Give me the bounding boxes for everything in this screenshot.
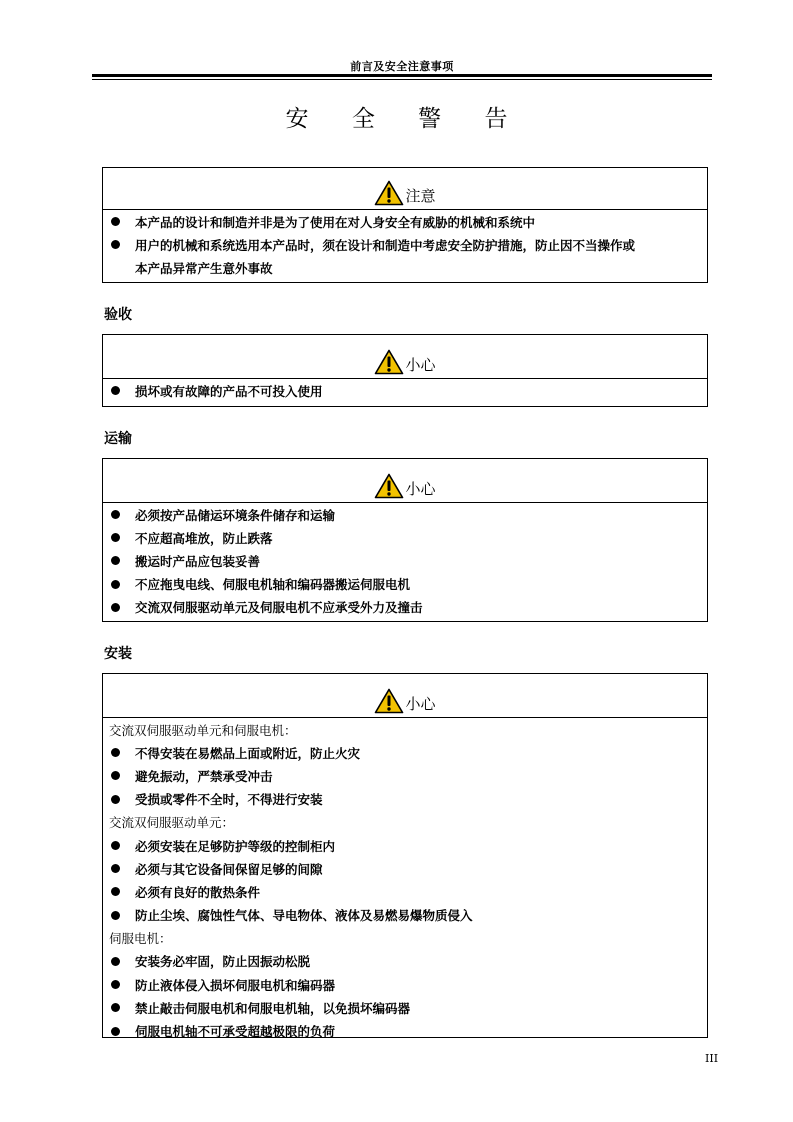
list-item-continuation: 本产品异常产生意外事故 xyxy=(135,260,273,276)
caution-label: 小心 xyxy=(405,695,436,713)
list-item: 防止液体侵入损坏伺服电机和编码器 xyxy=(103,973,707,996)
list-item: 必须安装在足够防护等级的控制柜内 xyxy=(103,834,707,857)
group-title: 交流双伺服驱动单元： xyxy=(109,815,235,831)
caution-label: 小心 xyxy=(405,356,436,374)
bullet-icon xyxy=(111,386,120,395)
section-heading-transport: 运输 xyxy=(104,431,132,447)
bullet-icon xyxy=(111,217,120,226)
bullet-icon xyxy=(111,864,120,873)
bullet-icon xyxy=(111,533,120,542)
list-item: 用户的机械和系统选用本产品时，须在设计和制造中考虑安全防护措施，防止因不当操作或 xyxy=(103,233,707,256)
warning-triangle-icon xyxy=(374,473,404,499)
caution-box-header xyxy=(103,674,707,718)
list-item: 必须有良好的散热条件 xyxy=(103,880,707,903)
warning-triangle-icon xyxy=(374,349,404,375)
list-item: 不应超高堆放，防止跌落 xyxy=(103,526,707,549)
list-item: 必须按产品储运环境条件储存和运输 xyxy=(103,503,707,526)
list-item: 防止尘埃、腐蚀性气体、导电物体、液体及易燃易爆物质侵入 xyxy=(103,904,707,927)
notice-label: 注意 xyxy=(405,187,436,205)
list-item: 受损或零件不全时，不得进行安装 xyxy=(103,788,707,811)
page-number: III xyxy=(705,1052,719,1065)
bullet-icon xyxy=(111,771,120,780)
group-title: 伺服电机： xyxy=(109,931,172,947)
list-item: 本产品的设计和制造并非是为了使用在对人身安全有威胁的机械和系统中 xyxy=(103,210,707,233)
bullet-icon xyxy=(111,603,120,612)
list-item: 损坏或有故障的产品不可投入使用 xyxy=(103,379,707,402)
installation-caution-box xyxy=(102,673,708,1038)
list-item: 禁止敲击伺服电机和伺服电机轴，以免损坏编码器 xyxy=(103,996,707,1019)
page-title: 安 全 警 告 xyxy=(285,106,526,132)
list-item: 伺服电机轴不可承受超越极限的负荷 xyxy=(103,1019,707,1042)
caution-box-header xyxy=(103,459,707,503)
bullet-icon xyxy=(111,240,120,249)
bullet-icon xyxy=(111,980,120,989)
header-rule-thin xyxy=(92,79,712,80)
list-item: 必须与其它设备间保留足够的间隙 xyxy=(103,857,707,880)
bullet-icon xyxy=(111,841,120,850)
section-heading-installation: 安装 xyxy=(104,646,132,662)
bullet-icon xyxy=(111,510,120,519)
transport-caution-box xyxy=(102,458,708,622)
bullet-icon xyxy=(111,556,120,565)
bullet-icon xyxy=(111,911,120,920)
bullet-icon xyxy=(111,748,120,757)
list-item: 交流双伺服驱动单元及伺服电机不应承受外力及撞击 xyxy=(103,596,707,619)
section-heading-acceptance: 验收 xyxy=(104,307,132,323)
group-title: 交流双伺服驱动单元和伺服电机： xyxy=(109,722,297,738)
list-item: 搬运时产品应包装妥善 xyxy=(103,549,707,572)
list-item: 不得安装在易燃品上面或附近，防止火灾 xyxy=(103,741,707,764)
list-item: 避免振动，严禁承受冲击 xyxy=(103,764,707,787)
bullet-icon xyxy=(111,580,120,589)
bullet-icon xyxy=(111,1003,120,1012)
caution-label: 小心 xyxy=(405,480,436,498)
list-item: 不应拖曳电线、伺服电机轴和编码器搬运伺服电机 xyxy=(103,573,707,596)
warning-triangle-icon xyxy=(374,688,404,714)
bullet-icon xyxy=(111,887,120,896)
running-header: 前言及安全注意事项 xyxy=(350,60,454,73)
warning-triangle-icon xyxy=(374,180,404,206)
acceptance-caution-box xyxy=(102,334,708,407)
notice-box-header xyxy=(103,168,707,210)
bullet-icon xyxy=(111,795,120,804)
notice-box xyxy=(102,167,708,283)
bullet-icon xyxy=(111,957,120,966)
bullet-icon xyxy=(111,1027,120,1036)
caution-box-header xyxy=(103,335,707,379)
list-item: 安装务必牢固，防止因振动松脱 xyxy=(103,950,707,973)
header-rule-thick xyxy=(92,74,712,77)
